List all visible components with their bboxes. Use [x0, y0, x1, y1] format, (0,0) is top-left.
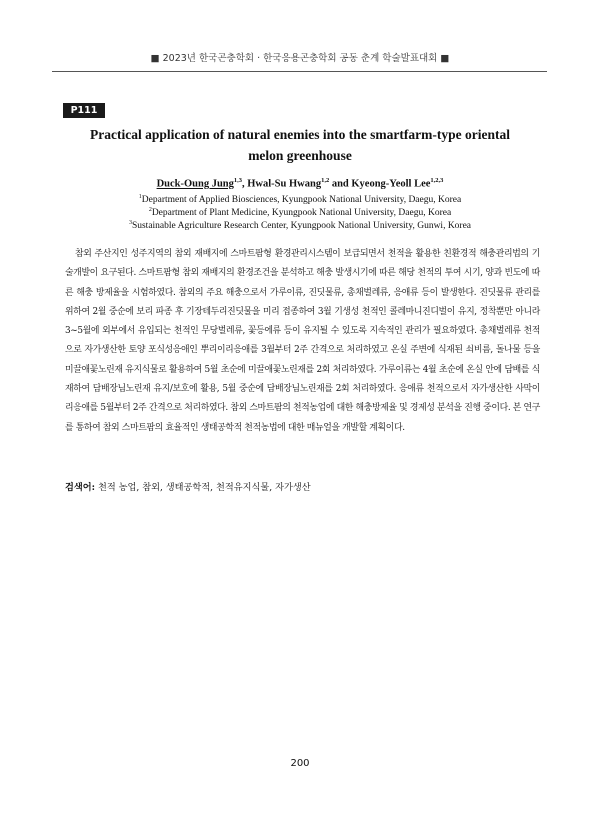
keywords [65, 479, 540, 493]
affiliation-text: Department of Applied Biosciences, Kyungpook National University, Daegu, Korea [141, 195, 462, 206]
paper-title [60, 124, 540, 166]
author-affiliation-mark: 1,2,3 [430, 177, 444, 184]
affiliation [60, 194, 540, 205]
affiliation-mark: 3 [128, 220, 132, 226]
author-name: Hwal-Su Hwang [247, 178, 322, 190]
affiliation [60, 207, 540, 218]
page-number: 200 [290, 758, 310, 769]
author-affiliation-mark: 1,2 [321, 177, 330, 184]
keywords-text: 천적 농업, 참외, 생태공학적, 천적유지식물, 자가생산 [95, 482, 311, 493]
affiliation-mark: 2 [148, 207, 152, 213]
author-name: Kyeong-Yeoll Lee [351, 178, 431, 190]
keywords-label: 검색어: [65, 482, 96, 493]
abstract-text: 참외 주산지인 성주지역의 참외 재배지에 스마트팜형 환경관리시스템이 보급되면서 천적을 활용한 친환경적 해충관리법의 기술개발이 요구된다. 스마트팜형 참외 재배지의 환경조건을 분석하고 해충 발생시기에 따른 해당 천적의 투여 시기, 양과 빈도에 따른 해충 방제율을 시험하였다. 참외의 주요 해충으로서 가루이류, 진딧물류, 총채벌레류, 응애류 등이 발생한다. 진딧물류 관리를 위하여 2월 중순에 보리 파종 후 기장테두리진딧물을 미리 접종하여 3월 기생성 천적인 콜레마니진디벌이 유지, 정착뿐만 아니라 3~5월에 외부에서 유입되는 천적인 무당벌레류, 꽃등에류 등이 유지될 수 있도록 지속적인 관리가 필요하였다. 총채벌레류 천적으로 자가생산한 토양 포식성응애인 뿌리이리응애를 3월부터 2주 간격으로 처리하였고 온실 주변에 식재된 쇠비름, 돌나물 등을 미끌애꽃노린재 유지식물로 활용하여 5월 초순에 미끌애꽃노린재를 2회 처리하였다. 가루이류는 4월 초순에 온실 안에 담배를 식재하여 담배장님노린재 유지/보호에 활용, 5월 중순에 담배장님노린재를 2회 처리하였다. 응애류 천적으로서 자가생산한 사막이리응애를 5월부터 2주 간격으로 처리하였다. 참외 스마트팜의 천적농업에 대한 해충방제율 및 경제성 분석을 진행 중이다. 본 연구를 통하여 참외 스마트팜의 효율적인 생태공학적 천적농법에 대한 매뉴얼을 개발할 계획이다. [65, 249, 540, 433]
affiliation [60, 220, 540, 231]
title-line-2: melon greenhouse [248, 148, 352, 163]
author-affiliation-mark: 1,3 [233, 177, 243, 184]
author-name: Duck-Oung Jung [156, 178, 234, 190]
affiliation-text: Department of Plant Medicine, Kyungpook National University, Daegu, Korea [151, 208, 452, 219]
author-list [60, 177, 540, 190]
conference-header: ■ 2023년 한국곤충학회 · 한국응용곤충학회 공동 춘계 학술발표대회 ■ [150, 53, 450, 64]
author-separator: , [242, 178, 248, 190]
author-separator: and [329, 178, 352, 190]
header-divider [52, 71, 547, 72]
affiliation-mark: 1 [138, 194, 142, 200]
title-line-1: Practical application of natural enemies into the smartfarm-type oriental [90, 127, 510, 142]
affiliation-text: Sustainable Agriculture Research Center, Kyungpook National University, Gunwi, Korea [131, 221, 472, 232]
poster-id-badge: P111 [63, 103, 105, 118]
